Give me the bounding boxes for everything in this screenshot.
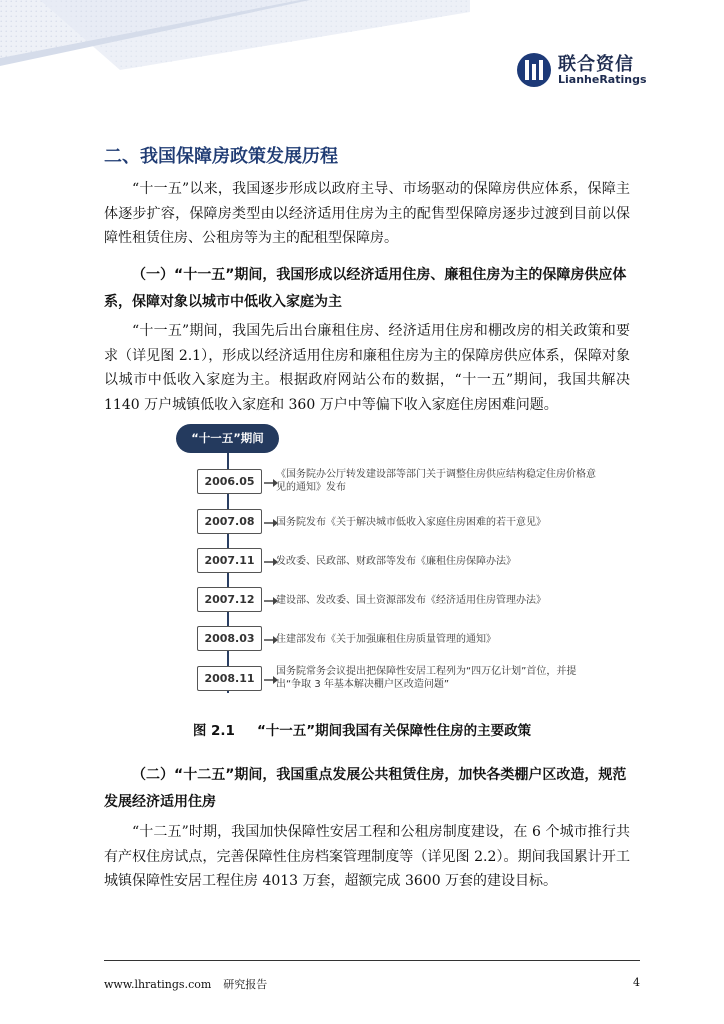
timeline-event: 发改委、民政部、财政部等发布《廉租住房保障办法》 bbox=[276, 556, 516, 567]
footer-website: www.lhratings.com bbox=[104, 978, 212, 991]
figure-caption bbox=[0, 719, 724, 739]
footer-info bbox=[104, 976, 267, 992]
timeline-date: 2007.12 bbox=[197, 587, 262, 612]
timeline-date: 2008.03 bbox=[197, 626, 262, 651]
subsection-2-heading: （二）“十二五”期间，我国重点发展公共租赁住房，加快各类棚户区改造，规范发展经济适用住房 bbox=[104, 767, 627, 810]
timeline-date: 2007.11 bbox=[197, 548, 262, 573]
timeline-date: 2008.11 bbox=[197, 666, 262, 691]
figure-title: “十一五”期间我国有关保障性住房的主要政策 bbox=[256, 723, 532, 739]
company-logo bbox=[516, 50, 656, 90]
subsection-1-heading: （一）“十一五”期间，我国形成以经济适用住房、廉租住房为主的保障房供应体系，保障对象以城市中低收入家庭为主 bbox=[104, 267, 627, 310]
timeline-event: 国务院发布《关于解决城市低收入家庭住房困难的若干意见》 bbox=[276, 517, 546, 528]
timeline-event: 住建部发布《关于加强廉租住房质量管理的通知》 bbox=[276, 634, 496, 645]
intro-paragraph: “十一五”以来，我国逐步形成以政府主导、市场驱动的保障房供应体系，保障主体逐步扩容，保障房类型由以经济适用住房为主的配售型保障房逐步过渡到目前以保障性租赁住房、公租房等为主的配租型保障房。 bbox=[104, 181, 630, 246]
footer-label: 研究报告 bbox=[223, 978, 268, 991]
logo-english-name: LianheRatings bbox=[558, 73, 647, 86]
timeline-event: 国务院常务会议提出把保障性安居工程列为“四万亿计划”首位，并提出“争取 3 年基本解决棚户区改造问题” bbox=[276, 666, 577, 690]
policy-timeline bbox=[176, 424, 616, 704]
timeline-event: 建设部、发改委、国土资源部发布《经济适用住房管理办法》 bbox=[276, 595, 546, 606]
page-number: 4 bbox=[633, 976, 640, 989]
logo-chinese-name: 联合资信 bbox=[558, 54, 634, 75]
subsection-2-paragraph: “十二五”时期，我国加快保障性安居工程和公租房制度建设，在 6 个城市推行共有产权住房试点，完善保障性住房档案管理制度等（详见图 2.2）。期间我国累计开工城镇保障性安居工程住房 4013 万套，超额完成 3600 万套的建设目标。 bbox=[104, 824, 630, 889]
subsection-1-paragraph: “十一五”期间，我国先后出台廉租住房、经济适用住房和棚改房的相关政策和要求（详见图 2.1），形成以经济适用住房和廉租住房为主的保障房供应体系，保障对象以城市中低收入家庭为主。根据政府网站公布的数据，“十一五”期间，我国共解决 1140 万户城镇低收入家庭和 360 万户中等偏下收入家庭住房困难问题。 bbox=[104, 323, 630, 413]
header-decoration bbox=[0, 0, 470, 95]
figure-number: 图 2.1 bbox=[192, 723, 235, 739]
timeline-date: 2006.05 bbox=[197, 469, 262, 494]
lh-logo-icon bbox=[516, 52, 552, 88]
timeline-event: 《国务院办公厅转发建设部等部门关于调整住房供应结构稳定住房价格意见的通知》发布 bbox=[276, 469, 596, 493]
timeline-header: “十一五”期间 bbox=[176, 424, 279, 453]
timeline-date: 2007.08 bbox=[197, 509, 262, 534]
section-title: 二、我国保障房政策发展历程 bbox=[104, 146, 338, 167]
footer-divider bbox=[104, 960, 640, 961]
